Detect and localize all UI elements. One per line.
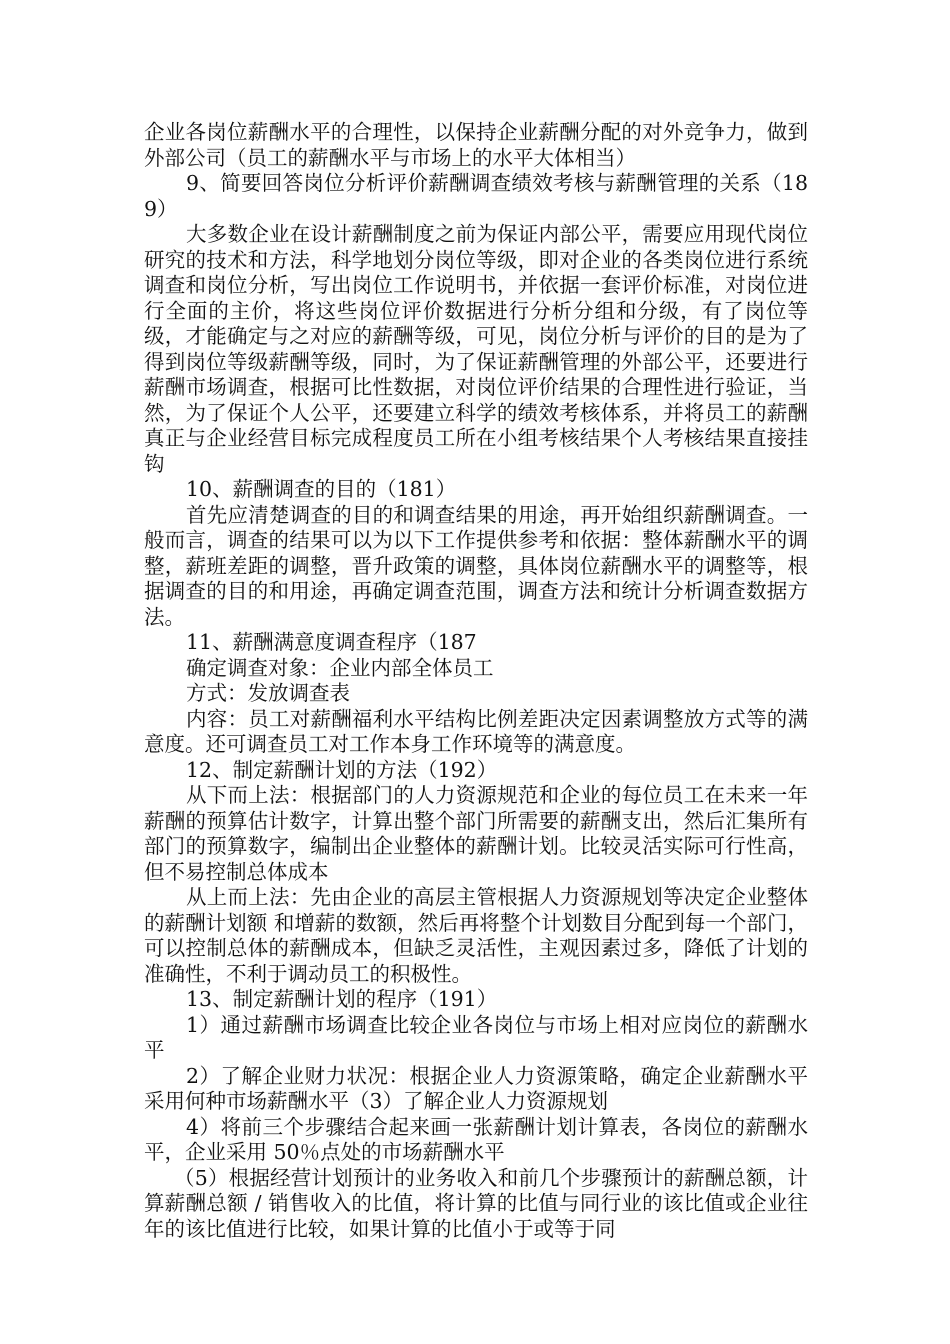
question-9-heading: 9、简要回答岗位分析评价薪酬调查绩效考核与薪酬管理的关系（189） <box>144 171 808 221</box>
question-13-step-5: （5）根据经营计划预计的业务收入和前几个步骤预计的薪酬总额，计算薪酬总额 / 销售收入的比值，将计算的比值与同行业的该比值或企业往年的该比值进行比较，如果计算的比值小于或等于同 <box>144 1165 808 1241</box>
question-11-target: 确定调查对象：企业内部全体员工 <box>186 655 494 680</box>
question-11-content: 内容：员工对薪酬福利水平结构比例差距决定因素调整放方式等的满意度。还可调查员工对工作本身工作环境等的满意度。 <box>144 706 808 756</box>
question-13-step-2: 2）了解企业财力状况：根据企业人力资源策略，确定企业薪酬水平采用何种市场薪酬水平（3）了解企业人力资源规划 <box>144 1063 808 1113</box>
question-11-method: 方式：发放调查表 <box>186 681 350 705</box>
question-11-heading: 11、薪酬满意度调查程序（187 <box>186 630 477 654</box>
question-10-answer: 首先应清楚调查的目的和调查结果的用途，再开始组织薪酬调查。一般而言，调查的结果可以为以下工作提供参考和依据：整体薪酬水平的调整，薪班差距的调整，晋升政策的调整，具体岗位薪酬水平的调整等，根据调查的目的和用途，再确定调查范围，调查方法和统计分析调查数据方法。 <box>144 502 808 629</box>
question-13-step-4: 4）将前三个步骤结合起来画一张薪酬计划计算表，各岗位的薪酬水平，企业采用 50％点处的市场薪酬水平 <box>144 1114 808 1164</box>
question-12-top-down: 从上而上法：先由企业的高层主管根据人力资源规划等决定企业整体的薪酬计划额 和增薪的数额，然后再将整个计划数目分配到每一个部门，可以控制总体的薪酬成本，但缺乏灵活性，主观因素过多，降低了计划的准确性，不利于调动员工的积极性。 <box>144 885 808 986</box>
question-12-bottom-up: 从下而上法：根据部门的人力资源规范和企业的每位员工在未来一年薪酬的预算估计数字，计算出整个部门所需要的薪酬支出，然后汇集所有部门的预算数字，编制出企业整体的薪酬计划。比较灵活实际可行性高，但不易控制总体成本 <box>144 783 808 884</box>
question-9-answer: 大多数企业在设计薪酬制度之前为保证内部公平，需要应用现代岗位研究的技术和方法，科学地划分岗位等级，即对企业的各类岗位进行系统调查和岗位分析，写出岗位工作说明书，并依据一套评价标准，对岗位进行全面的主价，将这些岗位评价数据进行分析分组和分级，有了岗位等级，才能确定与之对应的薪酬等级，可见，岗位分析与评价的目的是为了得到岗位等级薪酬等级，同时，为了保证薪酬管理的外部公平，还要进行薪酬市场调查，根据可比性数据，对岗位评价结果的合理性进行验证，当然，为了保证个人公平，还要建立科学的绩效考核体系，并将员工的薪酬真正与企业经营目标完成程度员工所在小组考核结果个人考核结果直接挂钩 <box>144 222 808 476</box>
document-body <box>144 120 808 1242</box>
question-12-heading: 12、制定薪酬计划的方法（192） <box>186 757 498 782</box>
question-13-step-1: 1）通过薪酬市场调查比较企业各岗位与市场上相对应岗位的薪酬水平 <box>144 1012 808 1062</box>
paragraph-1: 企业各岗位薪酬水平的合理性，以保持企业薪酬分配的对外竞争力，做到外部公司（员工的薪酬水平与市场上的水平大体相当） <box>144 120 808 170</box>
question-13-heading: 13、制定薪酬计划的程序（191） <box>186 987 498 1011</box>
question-10-heading: 10、薪酬调查的目的（181） <box>186 477 457 501</box>
